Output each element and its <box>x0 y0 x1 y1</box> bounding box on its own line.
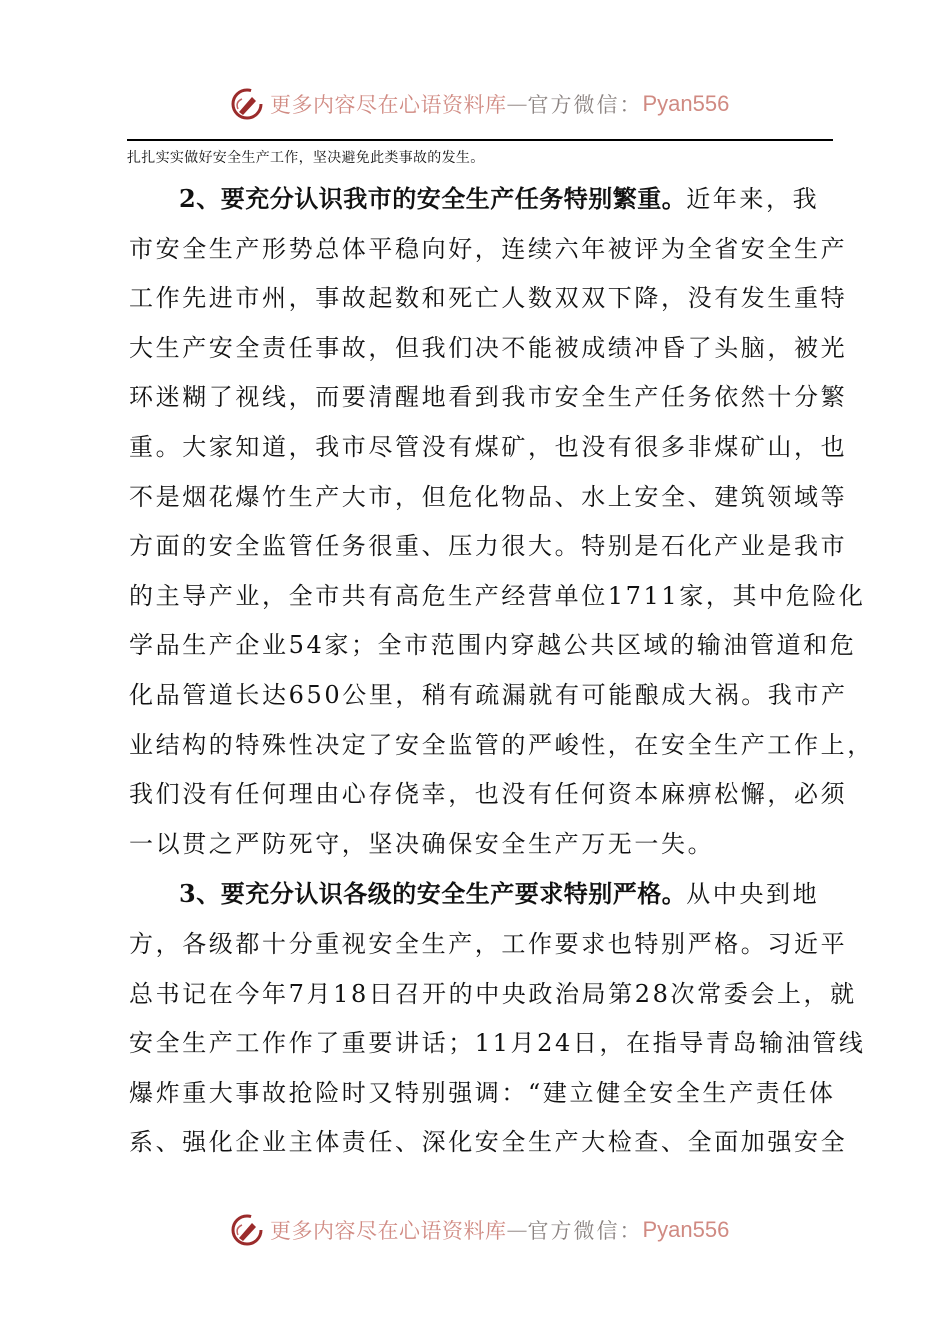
watermark-sub-text: 官方微信： <box>527 93 643 117</box>
paragraph-line: 大生产安全责任事故，但我们决不能被成绩冲昏了头脑，被光 <box>129 333 848 362</box>
paragraph-heading: 3、要充分认识各级的安全生产要求特别严格。 <box>179 879 687 909</box>
continuation-line: 扎扎实实做好安全生产工作，坚决避免此类事故的发生。 <box>127 150 485 166</box>
paragraph-line: 重。大家知道，我市尽管没有煤矿，也没有很多非煤矿山，也 <box>129 432 848 461</box>
paragraph-line: 业结构的特殊性决定了安全监管的严峻性，在安全生产工作上， <box>129 730 874 759</box>
watermark-sub-text: 官方微信： <box>527 1219 643 1243</box>
watermark-dash: — <box>506 1218 528 1242</box>
paragraph-line: 学品生产企业54家；全市范围内穿越公共区域的输油管道和危 <box>129 631 857 660</box>
watermark-footer <box>230 1212 729 1248</box>
paragraph-line: 化品管道长达650公里，稍有疏漏就有可能酿成大祸。我市产 <box>129 680 848 709</box>
paragraph-2 <box>129 174 874 869</box>
paragraph-line: 环迷糊了视线，而要清醒地看到我市安全生产任务依然十分繁 <box>129 383 848 412</box>
paragraph-line: 爆炸重大事故抢险时又特别强调：“建立健全安全生产责任体 <box>129 1078 836 1107</box>
watermark-main-text: 更多内容尽在心语资料库 <box>270 1219 507 1243</box>
watermark-header <box>230 86 729 122</box>
paragraph-line: 方，各级都十分重视安全生产，工作要求也特别严格。习近平 <box>129 929 848 958</box>
paragraph-line: 的主导产业，全市共有高危生产经营单位1711家，其中危险化 <box>129 581 866 610</box>
watermark-dash: — <box>506 92 528 116</box>
paragraph-heading: 2、要充分认识我市的安全生产任务特别繁重。 <box>179 184 687 213</box>
paragraph-line: 一以贯之严防死守，坚决确保安全生产万无一失。 <box>129 829 715 858</box>
paragraph-line: 工作先进市州，事故起数和死亡人数双双下降，没有发生重特 <box>129 284 848 313</box>
paragraph-line: 不是烟花爆竹生产大市，但危化物品、水上安全、建筑领域等 <box>129 482 848 511</box>
paragraph-line: 系、强化企业主体责任、深化安全生产大检查、全面加强安全 <box>129 1128 848 1157</box>
paragraph-line: 2、要充分认识我市的安全生产任务特别繁重。近年来，我 <box>179 184 820 213</box>
paragraph-line: 我们没有任何理由心存侥幸，也没有任何资本麻痹松懈，必须 <box>129 780 848 809</box>
watermark-wechat-id: Pyan556 <box>642 91 730 116</box>
pen-nib-circle-icon <box>230 87 264 121</box>
paragraph-line: 3、要充分认识各级的安全生产要求特别严格。从中央到地 <box>179 879 820 909</box>
paragraph-line: 市安全生产形势总体平稳向好，连续六年被评为全省安全生产 <box>129 234 848 263</box>
paragraph-3 <box>129 869 866 1168</box>
paragraph-line: 总书记在今年7月18日召开的中央政治局第28次常委会上，就 <box>129 979 857 1008</box>
pen-nib-circle-icon <box>230 1213 264 1247</box>
watermark-main-text: 更多内容尽在心语资料库 <box>270 93 507 117</box>
paragraph-line: 方面的安全监管任务很重、压力很大。特别是石化产业是我市 <box>129 532 848 561</box>
header-divider <box>127 139 833 141</box>
document-body <box>129 174 874 1168</box>
watermark-wechat-id: Pyan556 <box>642 1217 730 1242</box>
paragraph-line: 安全生产工作作了重要讲话；11月24日，在指导青岛输油管线 <box>129 1029 866 1058</box>
